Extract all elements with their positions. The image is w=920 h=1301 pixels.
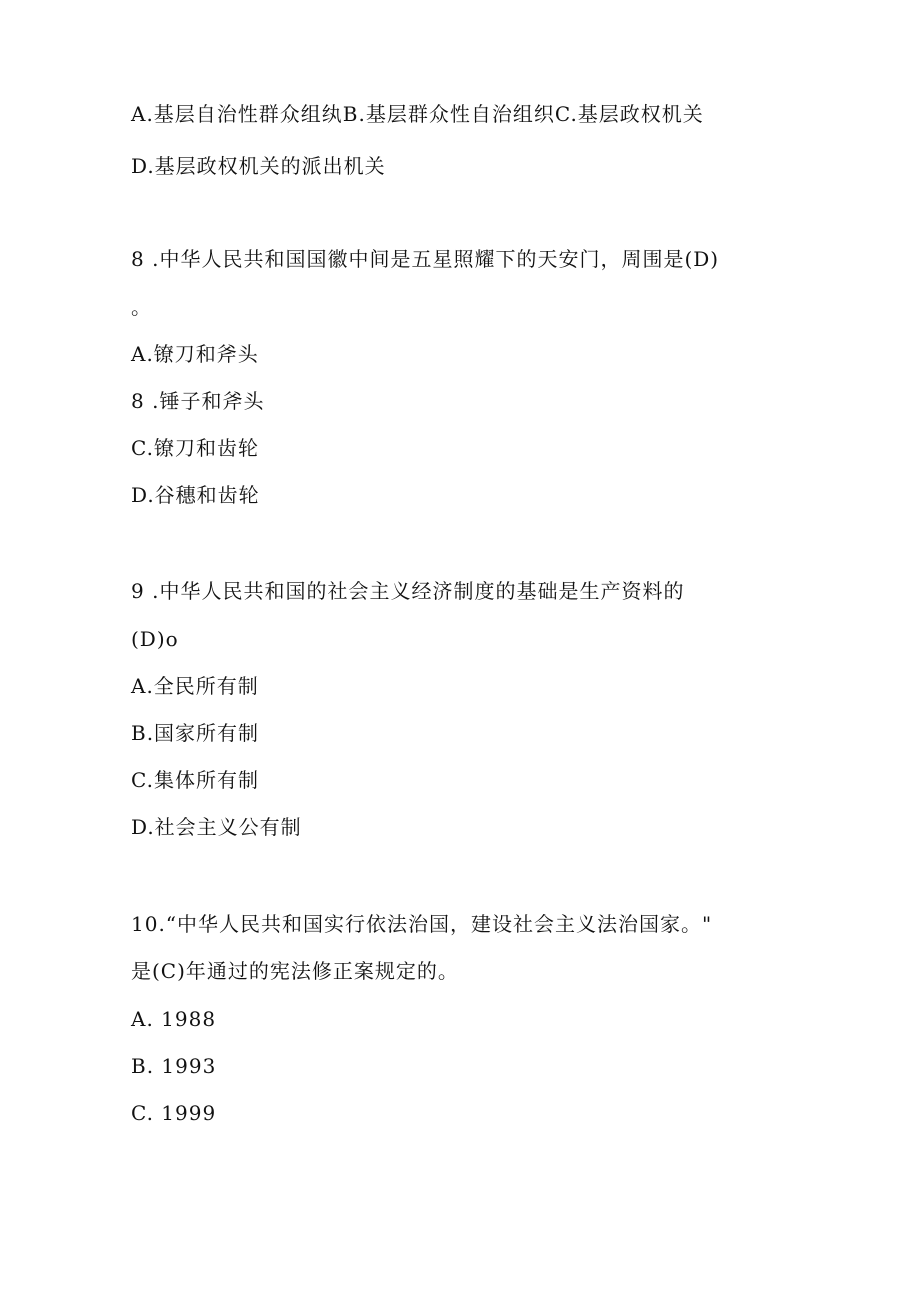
q9-option-b: B.国家所有制 [131, 721, 260, 745]
q10-option-a: A. 1988 [131, 1007, 217, 1031]
q7-option-d: D.基层政权机关的派出机关 [131, 154, 386, 178]
q9-option-a: A.全民所有制 [131, 674, 259, 698]
q8-stem-continuation: 。 [131, 295, 152, 319]
q10-stem: 10.“中华人民共和国实行依法治国，建设社会主义法治国家。" [131, 912, 713, 936]
q10-option-b: B. 1993 [131, 1054, 217, 1078]
q9-stem: 9 .中华人民共和国的社会主义经济制度的基础是生产资料的 [131, 579, 685, 603]
q8-option-a: A.镣刀和斧头 [131, 342, 259, 366]
q8-option-b: 8 .锤子和斧头 [131, 389, 265, 413]
q9-option-c: C.集体所有制 [131, 768, 259, 792]
q8-option-d: D.谷穗和齿轮 [131, 483, 260, 507]
q8-stem: 8 .中华人民共和国国徽中间是五星照耀下的天安门，周围是(D) [131, 247, 720, 271]
q7-options-a-b-c: A.基层自治性群众组纨B.基层群众性自治组织C.基层政权机关 [131, 102, 704, 126]
q10-option-c: C. 1999 [131, 1101, 217, 1125]
q9-stem-continuation: (D)o [131, 627, 179, 651]
q10-stem-continuation: 是(C)年通过的宪法修正案规定的。 [131, 959, 459, 983]
q8-option-c: C.镣刀和齿轮 [131, 436, 259, 460]
q9-option-d: D.社会主义公有制 [131, 815, 302, 839]
